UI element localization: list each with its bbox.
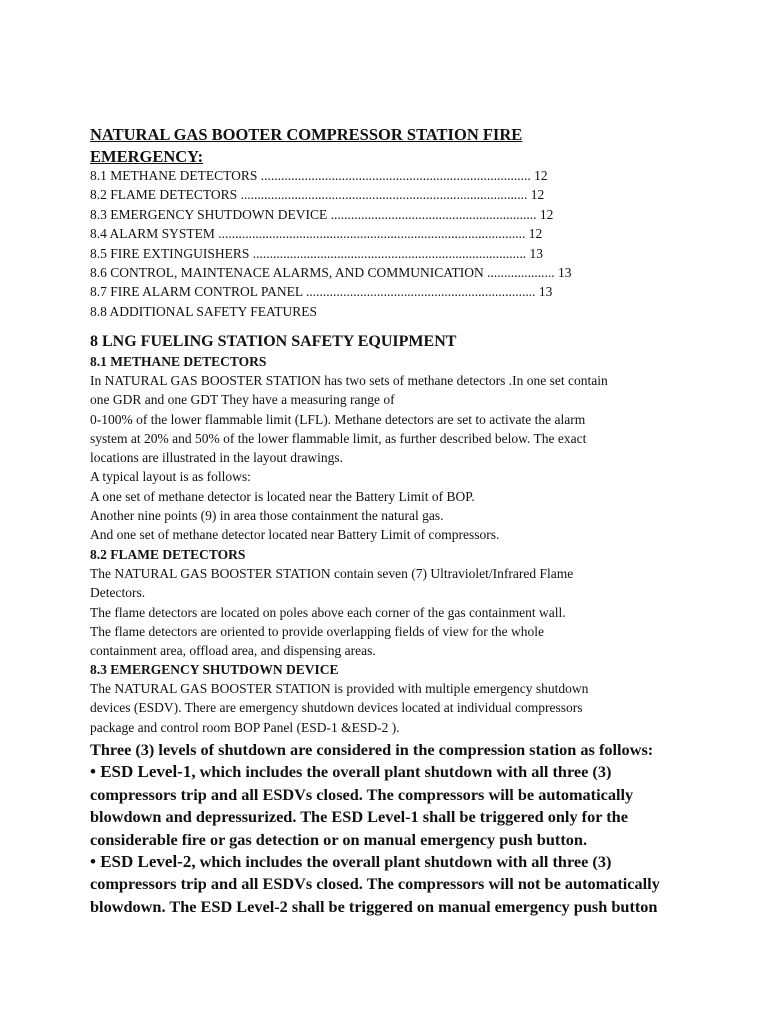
paragraph-line: considerable fire or gas detection or on manual emergency push button. [90, 829, 588, 849]
toc-item-leader: ................................................................................ [257, 168, 531, 183]
esd-level-2-item [90, 851, 660, 873]
esd-level-1-label: • ESD Level-1, [90, 762, 196, 782]
toc-item[interactable] [90, 282, 572, 301]
paragraph-line: compressors trip and all ESDVs closed. The compressors will not be automatically [90, 874, 660, 894]
paragraph-line: The flame detectors are oriented to provide overlapping fields of view for the whole [90, 623, 544, 639]
paragraph-line: package and control room BOP Panel (ESD-1 &ESD-2 ). [90, 719, 400, 735]
toc-item[interactable] [90, 302, 572, 321]
paragraph-line: The flame detectors are located on poles above each corner of the gas containment wall. [90, 604, 566, 620]
subsection-heading: 8.1 METHANE DETECTORS [90, 354, 267, 369]
toc-item-page: 13 [554, 265, 572, 281]
paragraph-line: blowdown and depressurized. The ESD Level-1 shall be triggered only for the [90, 807, 628, 827]
document-title [90, 124, 522, 168]
shutdown-levels [90, 739, 660, 918]
toc-item-label: 8.6 CONTROL, MAINTENACE ALARMS, AND COMMUNICATION [90, 265, 484, 281]
toc-item[interactable] [90, 244, 572, 263]
toc-item-label: 8.1 METHANE DETECTORS [90, 168, 258, 183]
title-line: EMERGENCY: [90, 147, 204, 166]
paragraph-line: Another nine points (9) in area those containment the natural gas. [90, 508, 444, 524]
paragraph-line: And one set of methane detector located near Battery Limit of compressors. [90, 527, 500, 543]
paragraph-line: locations are illustrated in the layout drawings. [90, 450, 344, 466]
toc-item-page: 13 [535, 284, 553, 300]
toc-item-leader: .................... [483, 265, 555, 281]
paragraph-line: one GDR and one GDT They have a measuring range of [90, 392, 395, 408]
section-8-3 [90, 661, 588, 737]
toc-item-page: 12 [525, 226, 543, 242]
section-8-2 [90, 546, 573, 660]
shutdown-intro: Three (3) levels of shutdown are considered in the compression station as follows: [90, 740, 654, 759]
paragraph-line: In NATURAL GAS BOOSTER STATION has two sets of methane detectors .In one set contain [90, 373, 608, 388]
esd-level-1-item [90, 761, 660, 783]
toc-item-label: 8.4 ALARM SYSTEM [90, 226, 215, 242]
toc-item-label: 8.2 FLAME DETECTORS [90, 187, 238, 203]
table-of-contents [90, 166, 572, 321]
toc-item[interactable] [90, 224, 572, 243]
paragraph-line: The NATURAL GAS BOOSTER STATION contain seven (7) Ultraviolet/Infrared Flame [90, 566, 574, 581]
toc-item-leader: ................................................................................. [249, 245, 527, 261]
paragraph-line: A one set of methane detector is located near the Battery Limit of BOP. [90, 488, 475, 504]
toc-item-leader: ........................................................................................... [214, 226, 526, 242]
subsection-heading: 8.3 EMERGENCY SHUTDOWN DEVICE [90, 662, 339, 677]
toc-item-page: 12 [530, 168, 548, 183]
paragraph-line: The NATURAL GAS BOOSTER STATION is provided with multiple emergency shutdown [90, 681, 589, 696]
toc-item-label: 8.8 ADDITIONAL SAFETY FEATURES [90, 303, 318, 319]
toc-item[interactable] [90, 263, 572, 282]
toc-item[interactable] [90, 166, 572, 185]
toc-item-leader: .................................................................... [302, 284, 536, 300]
section-8-1 [90, 353, 608, 545]
toc-item-page: 12 [536, 206, 554, 222]
paragraph-line: containment area, offload area, and dispensing areas. [90, 643, 376, 659]
subsection-heading: 8.2 FLAME DETECTORS [90, 547, 246, 562]
toc-item-label: 8.7 FIRE ALARM CONTROL PANEL [90, 284, 303, 300]
toc-item-label: 8.3 EMERGENCY SHUTDOWN DEVICE [90, 206, 328, 222]
esd-level-2-label: • ESD Level-2, [90, 852, 196, 872]
toc-item-leader: ............................................................. [327, 206, 537, 222]
paragraph-line: A typical layout is as follows: [90, 469, 251, 485]
toc-item-page: 12 [527, 187, 545, 203]
paragraph-line: system at 20% and 50% of the lower flammable limit, as further described below. The exact [90, 430, 587, 446]
toc-item-leader: ..................................................................................... [237, 187, 528, 203]
toc-item-page: 13 [526, 245, 544, 261]
section-heading: 8 LNG FUELING STATION SAFETY EQUIPMENT [90, 333, 457, 350]
paragraph-line: devices (ESDV). There are emergency shutdown devices located at individual compressors [90, 700, 583, 716]
paragraph-line: blowdown. The ESD Level-2 shall be triggered on manual emergency push button [90, 896, 658, 916]
toc-item-label: 8.5 FIRE EXTINGUISHERS [90, 245, 250, 261]
title-line: NATURAL GAS BOOTER COMPRESSOR STATION FIRE [90, 125, 523, 144]
toc-item[interactable] [90, 185, 572, 204]
esd-level-1-text: which includes the overall plant shutdown with all three (3) [195, 762, 612, 782]
toc-item[interactable] [90, 205, 572, 224]
paragraph-line: Detectors. [90, 585, 146, 601]
paragraph-line: 0-100% of the lower flammable limit (LFL). Methane detectors are set to activate the alarm [90, 411, 586, 427]
esd-level-2-text: which includes the overall plant shutdown with all three (3) [195, 852, 612, 872]
paragraph-line: compressors trip and all ESDVs closed. The compressors will be automatically [90, 784, 634, 804]
